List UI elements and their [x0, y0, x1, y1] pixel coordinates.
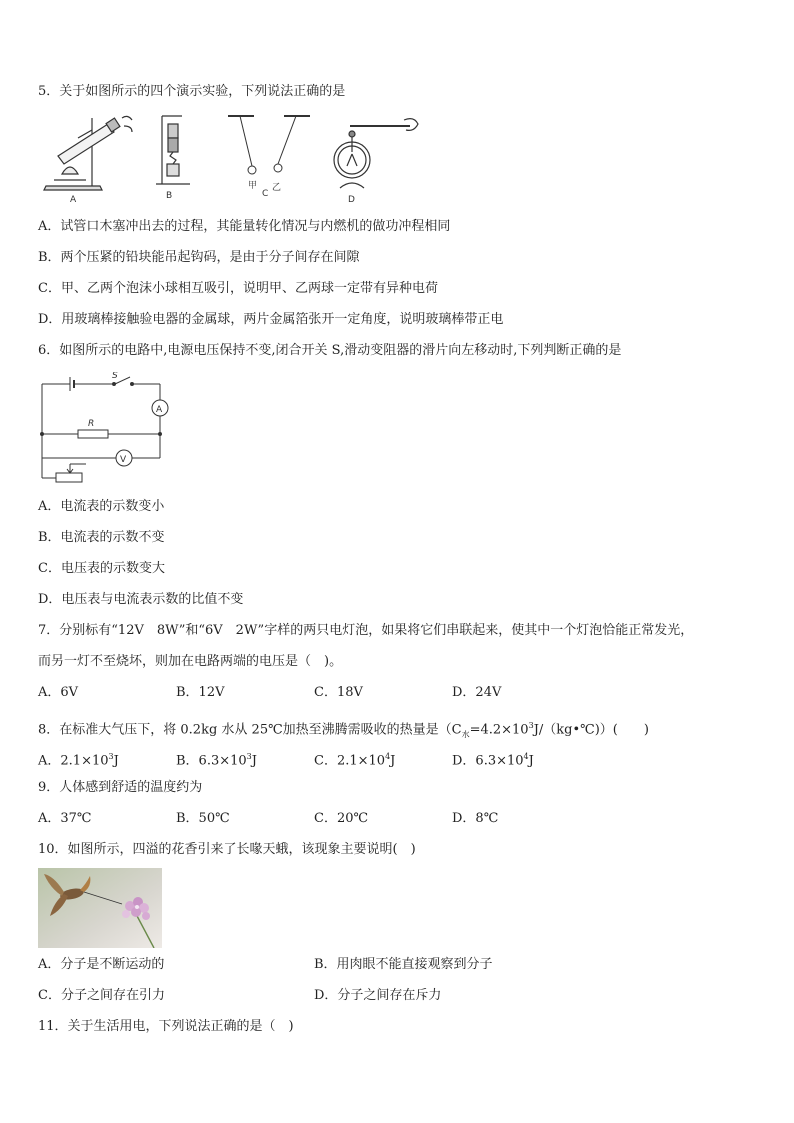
q9-option-b: B．50℃	[176, 811, 230, 826]
q5-ball-jia: 甲	[248, 181, 258, 191]
q8-option-a: A．$2.1\times 10^3J$	[38, 752, 119, 769]
q6-option-a: A．电流表的示数变小	[38, 499, 165, 514]
q5-option-a: A．试管口木塞冲出去的过程，其能量转化情况与内燃机的做功冲程相同	[38, 219, 451, 234]
q5-label-a: A	[70, 195, 77, 204]
q6-option-d: D．电压表与电流表示数的比值不变	[38, 592, 244, 607]
q9-stem: 9．人体感到舒适的温度约为	[38, 780, 203, 795]
circuit-label-a: A	[156, 405, 163, 415]
q5-ball-yi: 乙	[272, 183, 282, 193]
q5-option-c: C．甲、乙两个泡沫小球相互吸引，说明甲、乙两球一定带有异种电荷	[38, 281, 438, 296]
q5-label-d: D	[348, 195, 355, 204]
q7-option-d: D．24V	[452, 685, 502, 700]
circuit-label-s: S	[112, 372, 118, 381]
q7-option-a: A．6V	[38, 685, 79, 700]
q5-figure	[40, 112, 420, 204]
q7-stem-line1: 7．分别标有“12V 8W”和“6V 2W”字样的两只电灯泡，如果将它们串联起来，使其中一个灯泡恰能正常发光，	[38, 623, 694, 638]
q5-option-b: B．两个压紧的铅块能吊起钩码，是由于分子间存在间隙	[38, 250, 360, 265]
q9-option-a: A．37℃	[38, 811, 92, 826]
q8-stem: 8．在标准大气压下，将 0.2kg 水从 25℃加热至沸腾需吸收的热量是$(C_水=4.2\times 10^3J/(kg•℃))$( )	[38, 721, 649, 739]
q5-option-d: D．用玻璃棒接触验电器的金属球，两片金属箔张开一定角度，说明玻璃棒带正电	[38, 312, 504, 327]
q5-stem: 5．关于如图所示的四个演示实验，下列说法正确的是	[38, 84, 346, 99]
q10-option-b: B．用肉眼不能直接观察到分子	[314, 957, 493, 972]
q6-stem: 6．如图所示的电路中,电源电压保持不变,闭合开关 S,滑动变阻器的滑片向左移动时,下列判断正确的是	[38, 343, 622, 358]
q10-moth-flower-photo	[38, 868, 162, 948]
q8-option-b: B．$6.3\times 10^3J$	[176, 752, 257, 769]
q6-circuit-diagram	[36, 372, 176, 488]
circuit-label-r: R	[88, 419, 95, 429]
q10-stem: 10．如图所示，四溢的花香引来了长喙天蛾，该现象主要说明( )	[38, 842, 416, 857]
q6-option-b: B．电流表的示数不变	[38, 530, 165, 545]
circuit-label-v: V	[120, 455, 127, 465]
q5-label-b: B	[166, 191, 173, 201]
q5-label-c: C	[262, 189, 269, 199]
q10-option-d: D．分子之间存在斥力	[314, 988, 442, 1003]
q10-option-c: C．分子之间存在引力	[38, 988, 165, 1003]
q9-option-c: C．20℃	[314, 811, 369, 826]
q5-apparatus-c	[228, 116, 310, 174]
q5-apparatus-b	[156, 116, 190, 184]
q9-option-d: D．8℃	[452, 811, 499, 826]
q11-stem: 11．关于生活用电，下列说法正确的是（ )	[38, 1019, 294, 1034]
q10-option-a: A．分子是不断运动的	[38, 957, 165, 972]
q5-apparatus-a	[44, 116, 132, 190]
q8-option-d: D．$6.3\times 10^4J$	[452, 752, 534, 769]
q5-apparatus-d	[334, 119, 418, 188]
q7-option-b: B．12V	[176, 685, 225, 700]
q8-option-c: C．$2.1\times 10^4J$	[314, 752, 396, 769]
q7-option-c: C．18V	[314, 685, 363, 700]
q7-stem-line2: 而另一灯不至烧坏，则加在电路两端的电压是（ )。	[38, 654, 343, 669]
q6-option-c: C．电压表的示数变大	[38, 561, 165, 576]
